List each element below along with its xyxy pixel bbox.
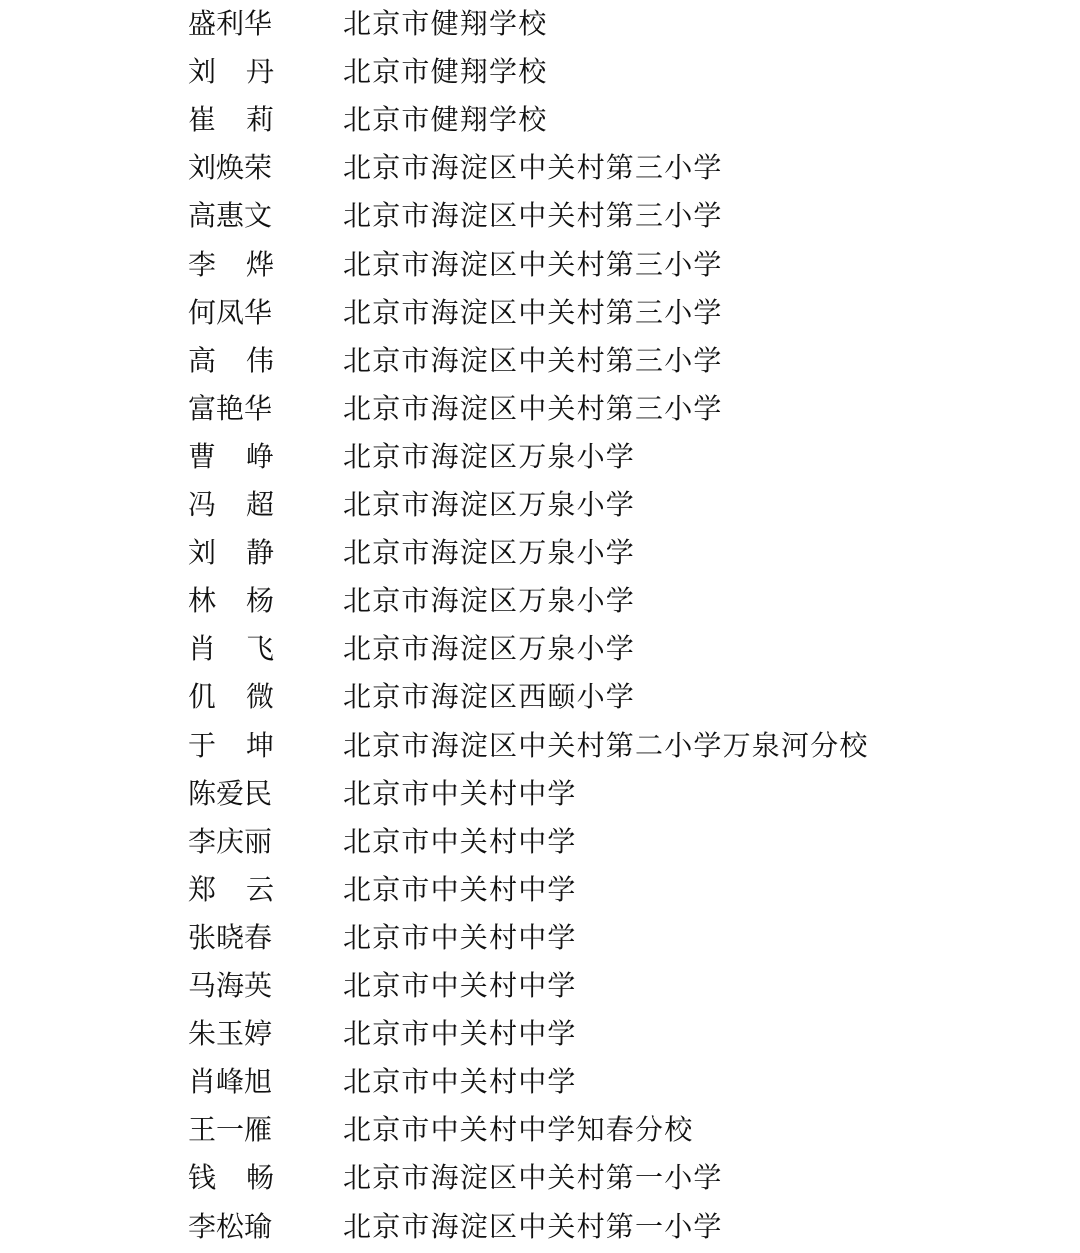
school-name: 北京市海淀区万泉小学 [343,536,636,570]
list-item [0,1012,1080,1060]
person-name: 李庆丽 [188,824,273,858]
list-item [0,820,1080,868]
person-name: 郑 云 [188,872,274,906]
school-name: 北京市中关村中学 [343,824,577,858]
school-name: 北京市海淀区万泉小学 [343,584,636,618]
person-name: 高惠文 [188,199,273,233]
list-item [0,531,1080,579]
list-item [0,146,1080,194]
school-name: 北京市海淀区中关村第三小学 [343,151,723,185]
person-name: 马海英 [188,969,273,1002]
person-name: 高 伟 [188,343,274,377]
person-name: 刘 丹 [188,55,274,89]
person-name: 于 坤 [188,728,274,762]
person-name: 陈爱民 [188,776,273,810]
list-item [0,1156,1080,1204]
school-name: 北京市海淀区中关村第三小学 [343,247,723,281]
school-name: 北京市海淀区中关村第三小学 [343,199,723,233]
person-name: 富艳华 [188,391,273,425]
list-item [0,724,1080,772]
school-name: 北京市海淀区万泉小学 [343,488,636,521]
list-item [0,243,1080,291]
school-name: 北京市海淀区西颐小学 [343,680,636,714]
person-name: 李松瑜 [188,1209,273,1243]
school-name: 北京市中关村中学 [343,1065,577,1099]
person-name: 刘 静 [188,536,274,570]
list-item [0,1205,1080,1253]
person-name: 曹 峥 [188,439,274,473]
person-name: 林 杨 [188,584,274,618]
school-name: 北京市海淀区中关村第三小学 [343,343,723,377]
person-name: 肖峰旭 [188,1065,273,1099]
school-name: 北京市海淀区万泉小学 [343,632,636,666]
list-item [0,1108,1080,1156]
person-name: 崔 莉 [188,103,274,137]
school-name: 北京市中关村中学 [343,969,577,1002]
person-name: 李 烨 [188,247,274,281]
person-name: 肖 飞 [188,632,274,666]
school-name: 北京市海淀区中关村第三小学 [343,391,723,425]
list-item [0,1060,1080,1108]
person-name: 刘焕荣 [188,151,273,185]
school-name: 北京市健翔学校 [343,7,548,40]
school-name: 北京市中关村中学知春分校 [343,1113,694,1147]
list-item [0,50,1080,98]
list-item [0,2,1080,50]
school-name: 北京市海淀区万泉小学 [343,439,636,473]
school-name: 北京市海淀区中关村第一小学 [343,1209,723,1243]
school-name: 北京市健翔学校 [343,55,548,89]
list-item [0,194,1080,242]
list-item [0,98,1080,146]
school-name: 北京市中关村中学 [343,920,577,954]
school-name: 北京市健翔学校 [343,103,548,137]
list-item [0,868,1080,916]
list-item [0,627,1080,675]
person-name: 钱 畅 [188,1161,274,1195]
person-name: 王一雁 [188,1113,273,1147]
person-name: 仉 微 [188,680,274,714]
list-item [0,964,1080,1012]
list-item [0,772,1080,820]
list-item [0,483,1080,531]
person-name: 盛利华 [188,7,273,40]
school-name: 北京市中关村中学 [343,776,577,810]
person-name: 冯 超 [188,488,274,521]
school-name: 北京市中关村中学 [343,1017,577,1051]
list-item [0,291,1080,339]
school-name: 北京市海淀区中关村第二小学万泉河分校 [343,728,869,762]
school-name: 北京市中关村中学 [343,872,577,906]
list-item [0,435,1080,483]
school-name: 北京市海淀区中关村第一小学 [343,1161,723,1195]
person-name: 何凤华 [188,295,273,329]
school-name: 北京市海淀区中关村第三小学 [343,295,723,329]
list-item [0,916,1080,964]
list-item [0,387,1080,435]
list-item [0,579,1080,627]
person-name: 张晓春 [188,920,273,954]
person-name: 朱玉婷 [188,1017,273,1051]
list-item [0,675,1080,723]
list-item [0,339,1080,387]
